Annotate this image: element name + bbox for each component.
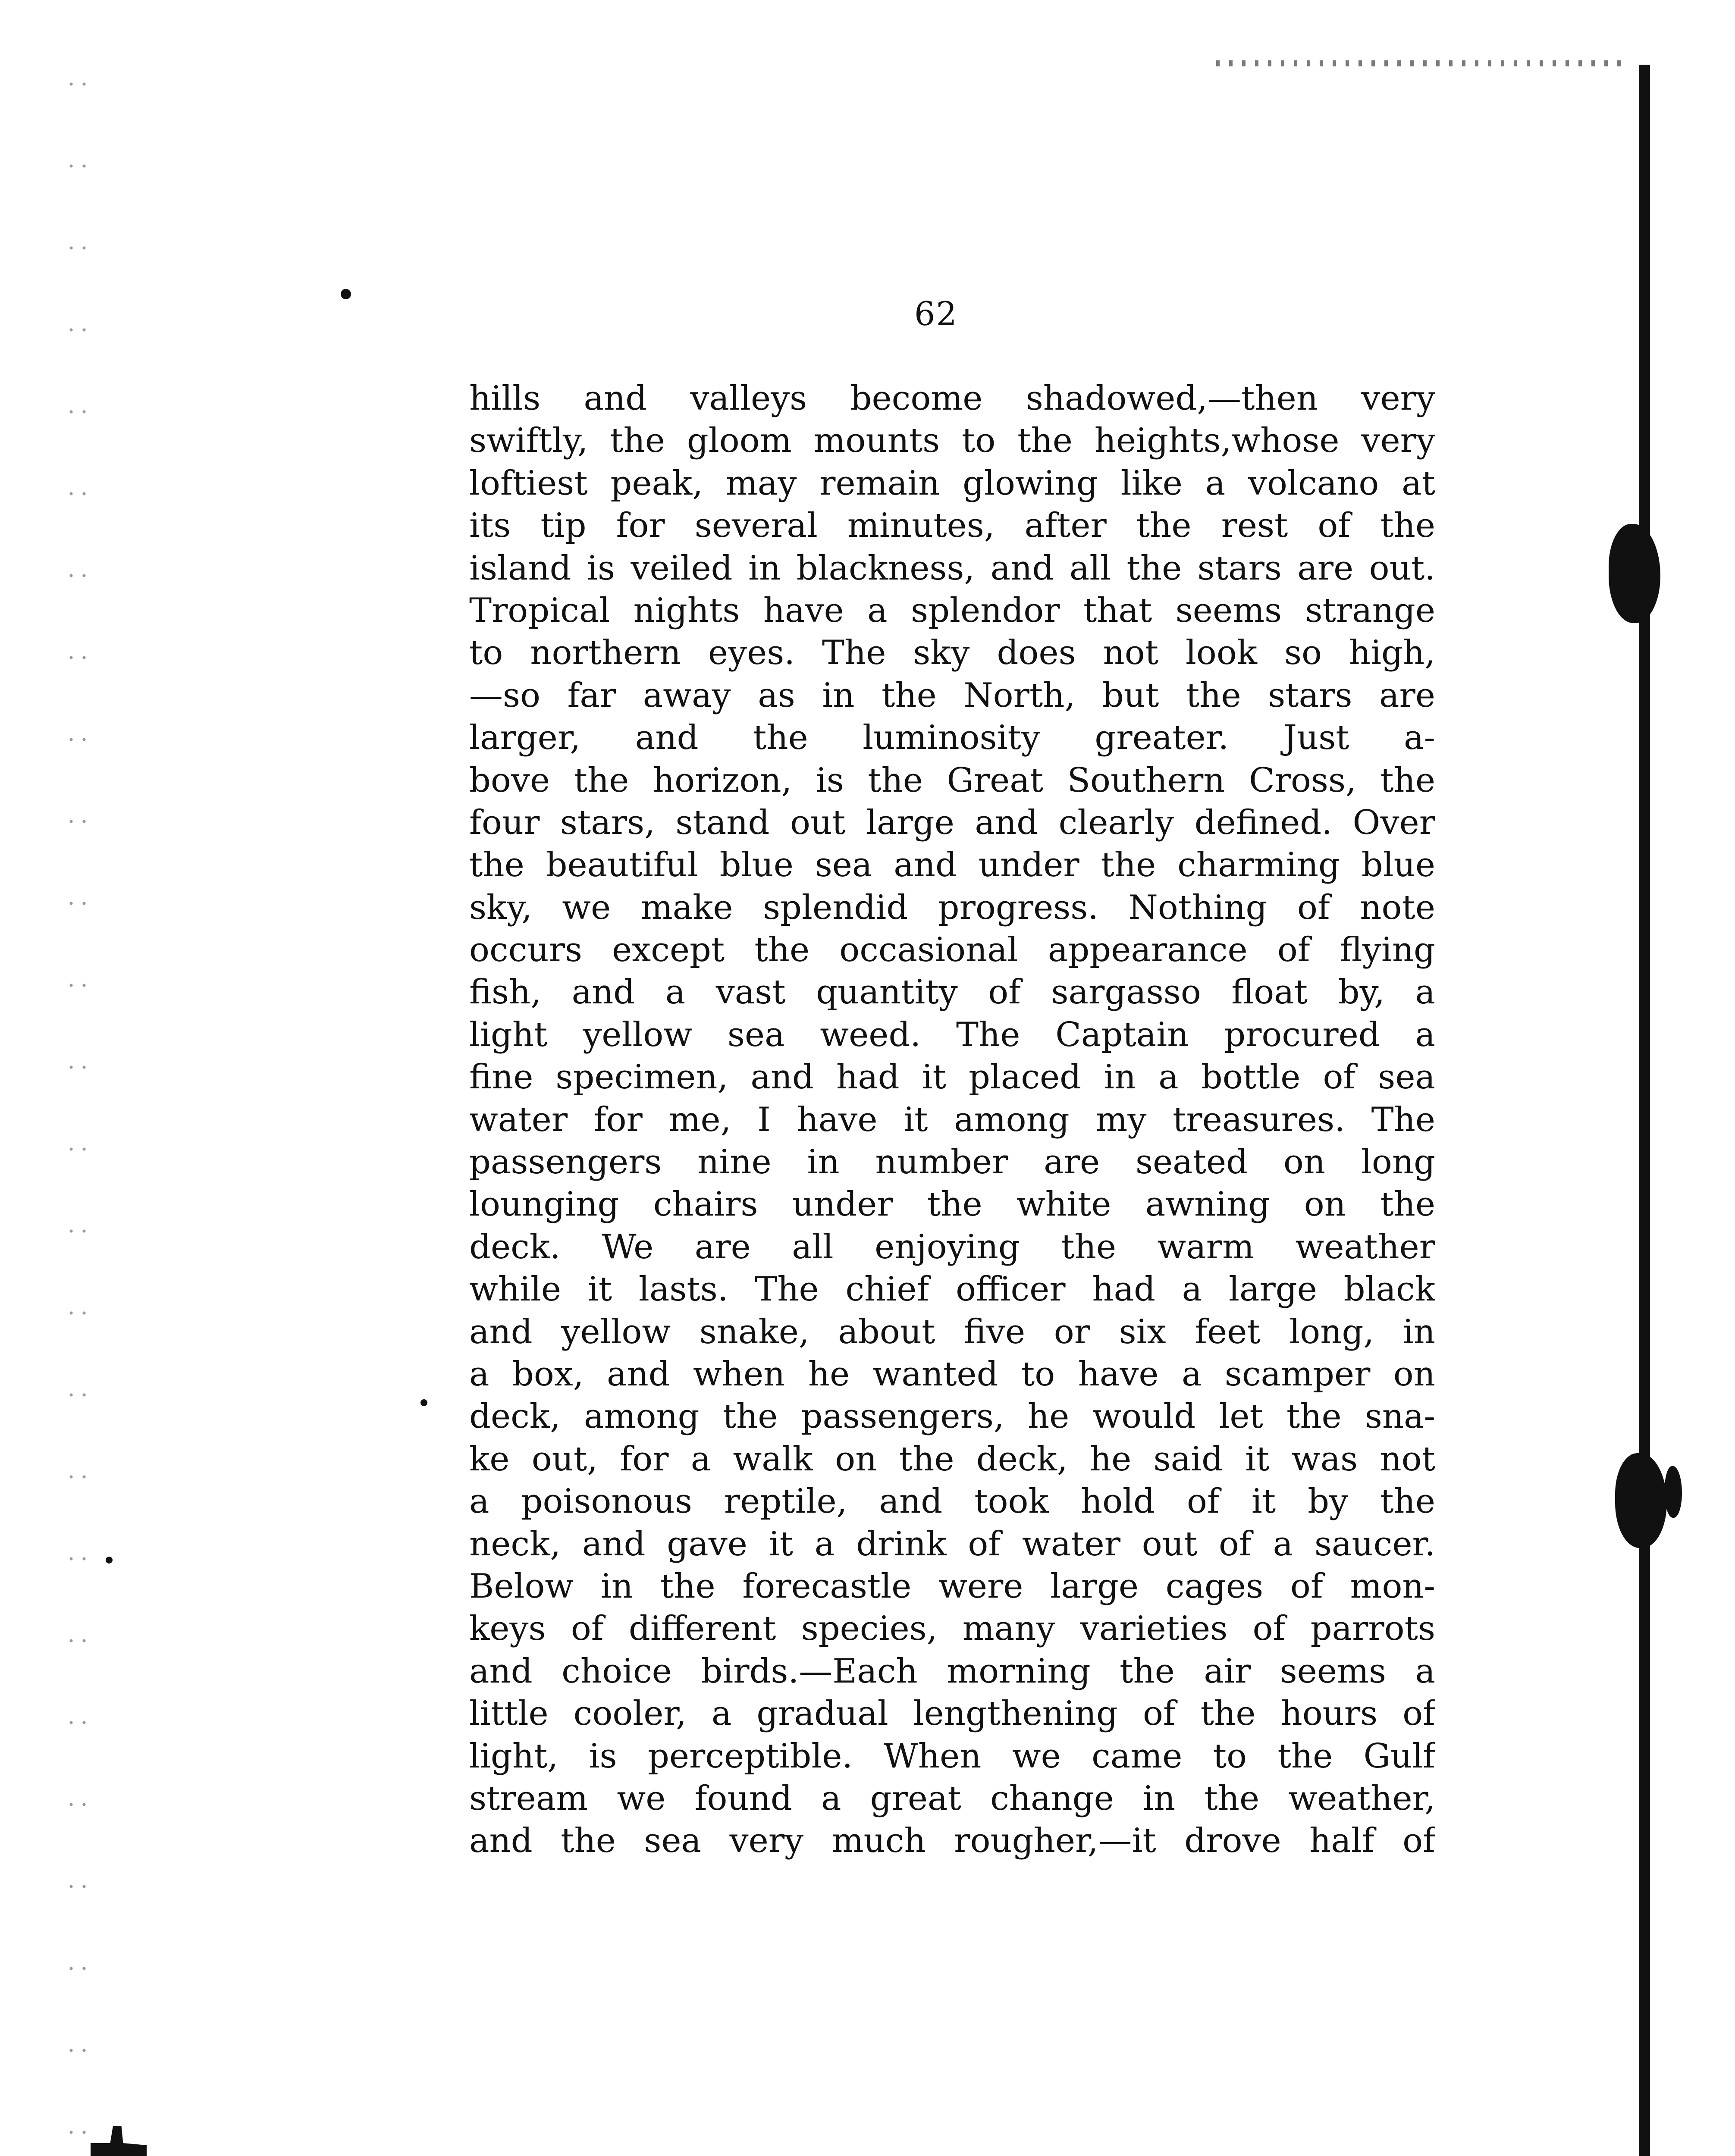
text-line: light, is perceptible. When we came to the Gulf [469,1736,1435,1776]
ink-speck [106,1557,113,1564]
text-line: fine specimen, and had it placed in a bottle of sea [469,1058,1435,1097]
text-line: stream we found a great change in the weather, [469,1779,1435,1818]
text-line: a poisonous reptile, and took hold of it by the [469,1482,1435,1521]
text-line: swiftly, the gloom mounts to the heights,whose very [469,421,1435,461]
text-line: and the sea very much rougher,—it drove half of [469,1821,1435,1861]
text-line: loftiest peak, may remain glowing like a volcano at [469,464,1435,503]
text-line: Below in the forecastle were large cages of mon- [469,1567,1435,1606]
text-line: light yellow sea weed. The Captain procured a [469,1015,1435,1054]
text-line: occurs except the occasional appearance of flying [469,931,1435,970]
text-line: ke out, for a walk on the deck, he said it was not [469,1439,1435,1479]
ink-blot-upper [1609,524,1660,623]
text-line: little cooler, a gradual lengthening of the hours of [469,1694,1435,1733]
text-line: passengers nine in number are seated on long [469,1143,1435,1182]
text-line: and choice birds.—Each morning the air seems a [469,1651,1435,1691]
ink-speck [341,289,351,299]
text-line: four stars, stand out large and clearly defined. Over [469,803,1435,842]
right-edge-rule [1639,65,1650,2156]
text-line: lounging chairs under the white awning on the [469,1185,1435,1224]
text-line: neck, and gave it a drink of water out of a saucer. [469,1524,1435,1564]
text-line: its tip for several minutes, after the rest of the [469,506,1435,545]
ink-blot-lower [1615,1453,1667,1548]
body-text [469,377,1435,1862]
text-line: the beautiful blue sea and under the charming blue [469,846,1435,885]
text-line: Tropical nights have a splendor that seems strange [469,591,1435,630]
text-line: a box, and when he wanted to have a scamper on [469,1354,1435,1394]
text-line: keys of different species, many varieties of parrots [469,1609,1435,1648]
text-line: while it lasts. The chief officer had a large black [469,1270,1435,1309]
ink-speck [420,1399,427,1406]
text-line: —so far away as in the North, but the stars are [469,676,1435,715]
text-line: hills and valleys become shadowed,—then very [469,379,1435,418]
ink-blot-lower-right [1665,1466,1682,1518]
text-line: fish, and a vast quantity of sargasso float by, a [469,973,1435,1012]
text-line: deck. We are all enjoying the warm weather [469,1227,1435,1266]
text-line: larger, and the luminosity greater. Just a- [469,718,1435,758]
text-line: to northern eyes. The sky does not look so high, [469,633,1435,673]
bottom-left-scan-mark [91,2126,147,2156]
text-line: island is veiled in blackness, and all the stars are out. [469,548,1435,588]
text-line: water for me, I have it among my treasures. The [469,1100,1435,1139]
page-number: 62 [914,295,958,333]
text-line: sky, we make splendid progress. Nothing of note [469,888,1435,927]
text-line: bove the horizon, is the Great Southern Cross, the [469,761,1435,800]
left-margin-specks [65,43,91,2156]
text-line: deck, among the passengers, he would let the sna- [469,1397,1435,1436]
top-scan-artifact [1216,60,1622,66]
text-line: and yellow snake, about five or six feet long, in [469,1312,1435,1351]
